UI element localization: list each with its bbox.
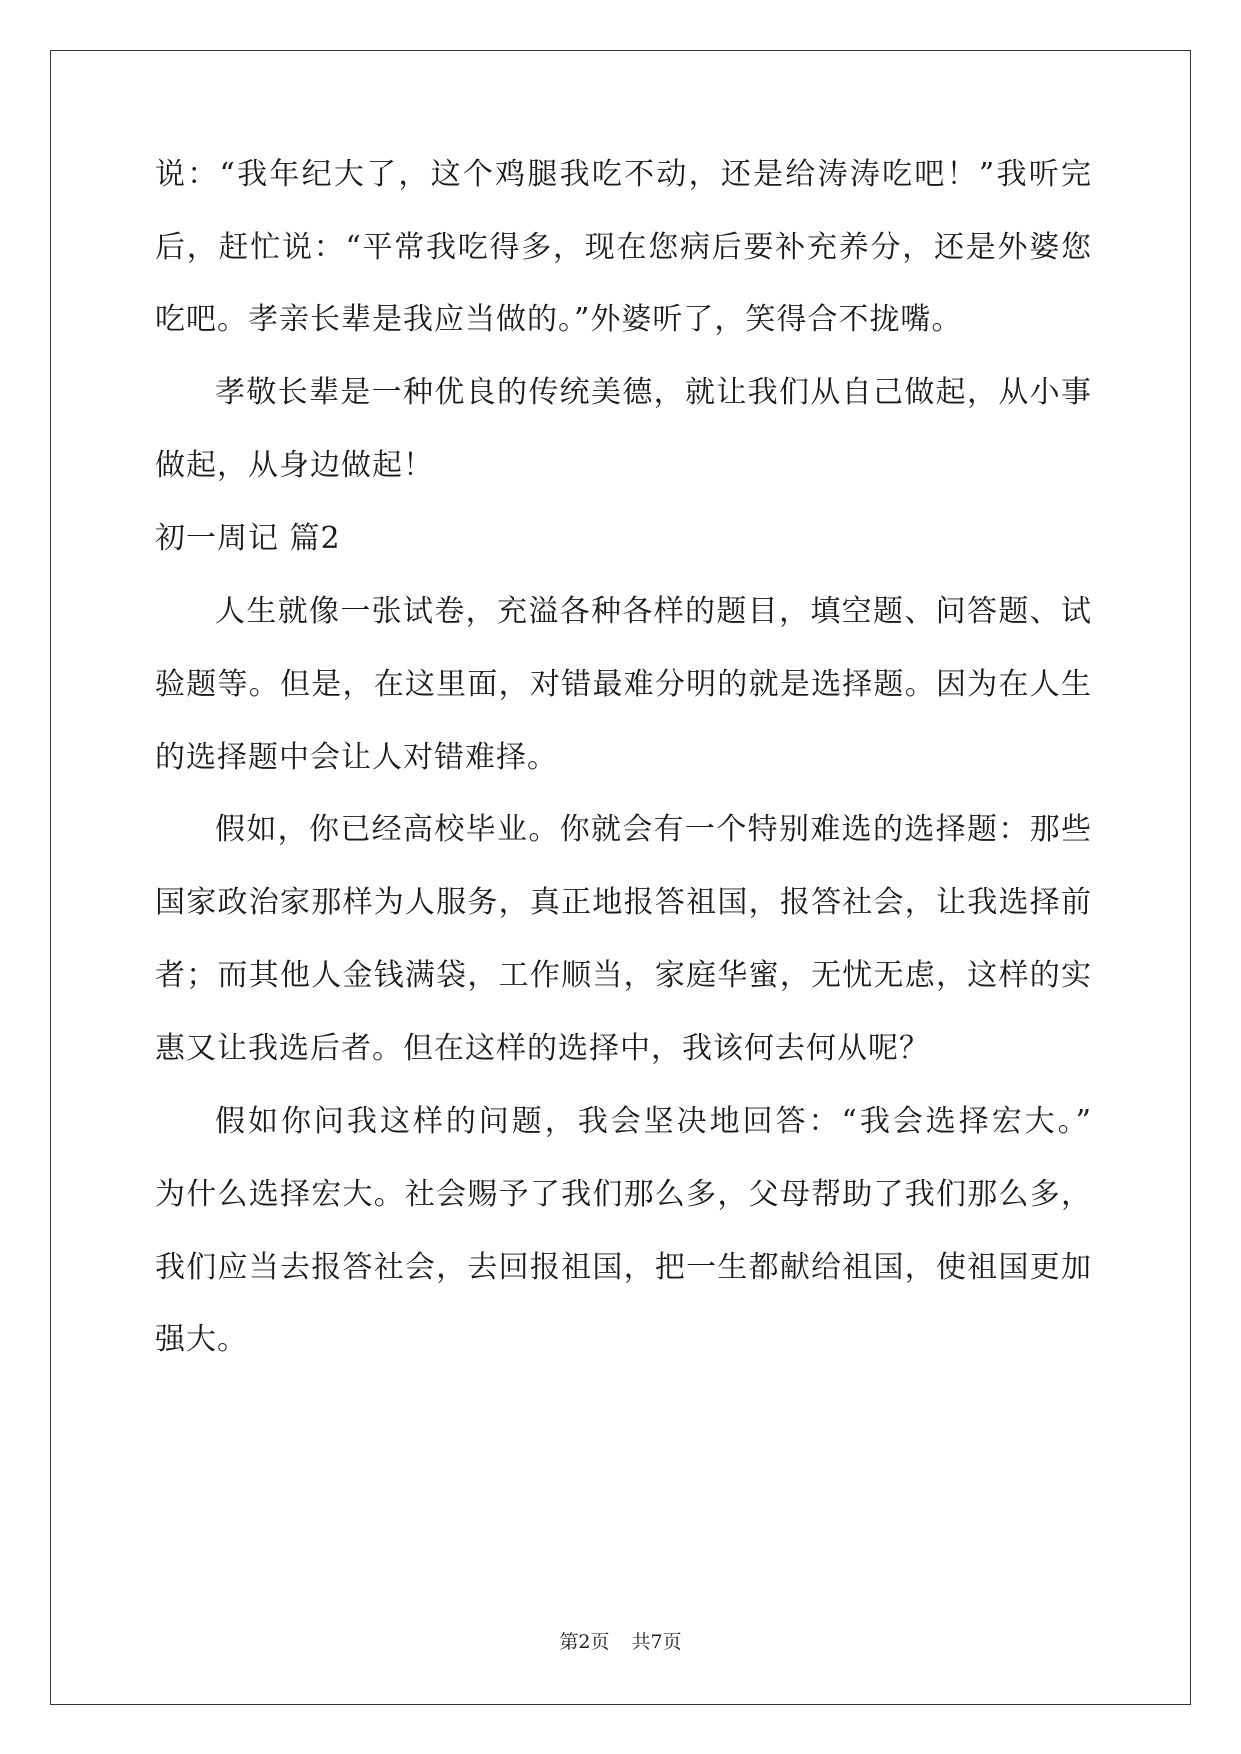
paragraph-line: 假如你问我这样的问题，我会坚决地回答：“我会选择宏大。” <box>215 1104 1091 1139</box>
paragraph-line: 吃吧。孝亲长辈是我应当做的。”外婆听了，笑得合不拢嘴。 <box>155 302 963 337</box>
paragraph-line: 的选择题中会让人对错难择。 <box>155 740 558 775</box>
paragraph-line: 者；而其他人金钱满袋，工作顺当，家庭华蜜，无忧无虑，这样的实 <box>155 958 1091 993</box>
paragraph-line: 我们应当去报答社会，去回报祖国，把一生都献给祖国，使祖国更加 <box>155 1250 1091 1285</box>
paragraph-line: 孝敬长辈是一种优良的传统美德，就让我们从自己做起，从小事 <box>215 375 1091 410</box>
paragraph-line: 惠又让我选后者。但在这样的选择中，我该何去何从呢？ <box>155 1031 930 1066</box>
paragraph-line: 强大。 <box>155 1322 248 1357</box>
paragraph-line: 做起，从身边做起！ <box>155 448 434 483</box>
page-border <box>50 50 1191 1705</box>
paragraph-line: 验题等。但是，在这里面，对错最难分明的就是选择题。因为在人生 <box>155 667 1091 702</box>
paragraph-line: 后，赶忙说：“平常我吃得多，现在您病后要补充养分，还是外婆您 <box>155 230 1091 265</box>
paragraph-line: 为什么选择宏大。社会赐予了我们那么多，父母帮助了我们那么多， <box>155 1177 1091 1212</box>
paragraph-line: 人生就像一张试卷，充溢各种各样的题目，填空题、问答题、试 <box>215 594 1091 629</box>
paragraph-line: 假如，你已经高校毕业。你就会有一个特别难选的选择题：那些 <box>215 812 1091 847</box>
page-footer <box>0 1630 1241 1654</box>
paragraph-line: 国家政治家那样为人服务，真正地报答祖国，报答社会，让我选择前 <box>155 885 1091 920</box>
total-pages-label: 共7页 <box>631 1631 682 1653</box>
current-page-label: 第2页 <box>559 1631 610 1653</box>
paragraph-line: 说：“我年纪大了，这个鸡腿我吃不动，还是给涛涛吃吧！”我听完 <box>155 157 1091 192</box>
section-heading: 初一周记 篇2 <box>155 521 341 556</box>
